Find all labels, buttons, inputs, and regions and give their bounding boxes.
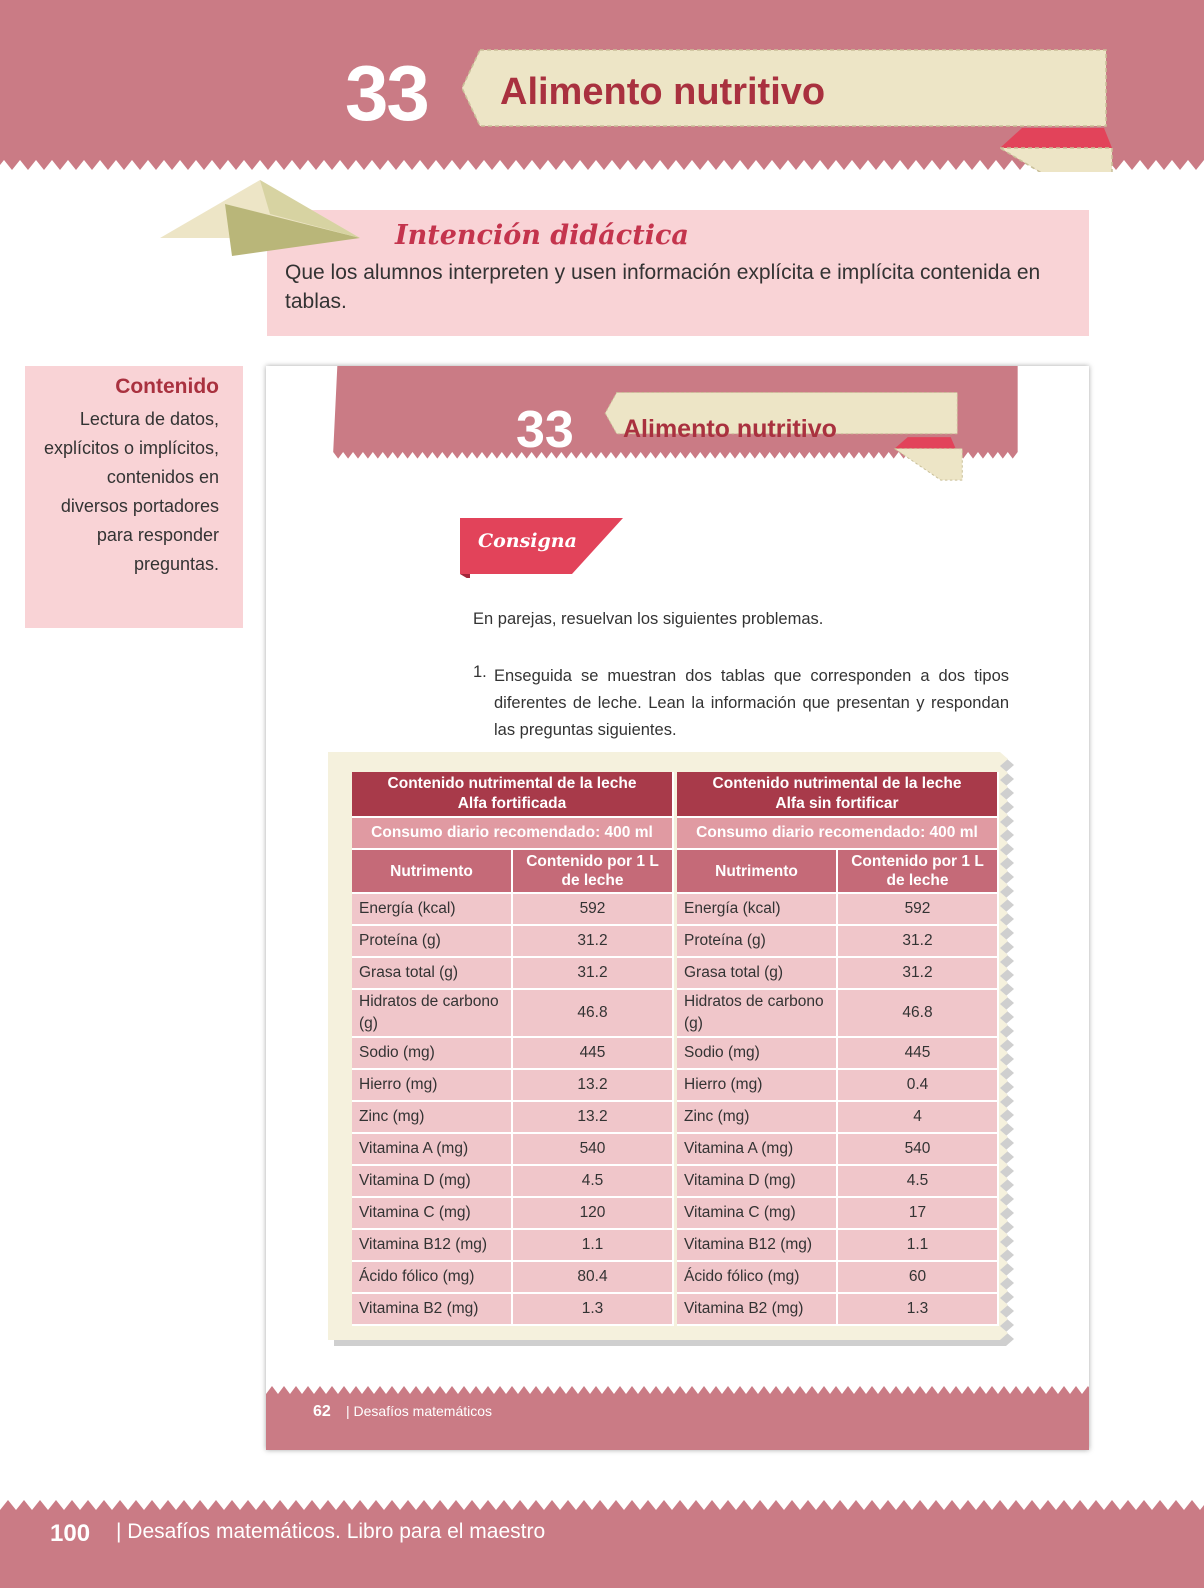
value-cell: 592	[838, 894, 999, 926]
value-cell: 540	[513, 1134, 674, 1166]
nutrient-cell: Grasa total (g)	[352, 958, 513, 990]
table-title-line1: Contenido nutrimental de la leche	[387, 775, 637, 792]
paper-plane-icon	[160, 180, 365, 260]
value-cell: 0.4	[838, 1070, 999, 1102]
consigna-label: Consigna	[478, 530, 577, 552]
question-text: Enseguida se muestran dos tablas que corresponden a dos tipos diferentes de leche. Lean la información que presentan y respondan las preguntas siguientes.	[494, 667, 1009, 739]
table-row	[352, 1134, 674, 1166]
value-cell: 46.8	[513, 990, 674, 1038]
table-row	[677, 1198, 999, 1230]
table-row	[352, 1262, 674, 1294]
value-cell: 17	[838, 1198, 999, 1230]
content-text: Lectura de datos, explícitos o implícitos, contenidos en diversos portadores para responder preguntas.	[43, 409, 219, 574]
column-header-nutrient: Nutrimento	[352, 850, 513, 894]
value-cell: 445	[513, 1038, 674, 1070]
content-title: Contenido	[115, 375, 219, 398]
student-book-title: | Desafíos matemáticos	[346, 1403, 493, 1419]
nutrition-table-unfortified	[677, 772, 999, 1326]
intention-text: Que los alumnos interpreten y usen información explícita e implícita contenida en tablas.	[285, 261, 1041, 313]
value-cell: 46.8	[838, 990, 999, 1038]
value-cell: 1.1	[838, 1230, 999, 1262]
table-row	[352, 1102, 674, 1134]
value-cell: 13.2	[513, 1070, 674, 1102]
table-row	[677, 1038, 999, 1070]
footer-page-number: 100	[50, 1520, 91, 1547]
nutrient-cell: Hidratos de carbono (g)	[352, 990, 513, 1038]
intention-heading: Intención didáctica	[395, 220, 689, 251]
table-row	[352, 958, 674, 990]
table-row	[677, 1134, 999, 1166]
table-row	[677, 1294, 999, 1326]
value-cell: 4.5	[513, 1166, 674, 1198]
nutrient-cell: Proteína (g)	[677, 926, 838, 958]
nutrient-cell: Hierro (mg)	[677, 1070, 838, 1102]
nutrient-cell: Vitamina A (mg)	[352, 1134, 513, 1166]
column-header-nutrient: Nutrimento	[677, 850, 838, 894]
instruction-text: En parejas, resuelvan los siguientes problemas.	[473, 610, 824, 628]
value-cell: 1.3	[513, 1294, 674, 1326]
student-lesson-title: Alimento nutritivo	[623, 415, 837, 443]
table-row	[352, 1294, 674, 1326]
table-row	[677, 1230, 999, 1262]
table-row	[677, 958, 999, 990]
table-row	[677, 1070, 999, 1102]
nutrient-cell: Vitamina D (mg)	[677, 1166, 838, 1198]
student-page-number: 62	[313, 1403, 331, 1420]
nutrient-cell: Energía (kcal)	[352, 894, 513, 926]
nutrient-cell: Vitamina B12 (mg)	[352, 1230, 513, 1262]
table-row	[352, 1198, 674, 1230]
table-row	[352, 1230, 674, 1262]
lesson-title: Alimento nutritivo	[500, 71, 826, 113]
column-header-content: Contenido por 1 L de leche	[838, 850, 999, 894]
nutrition-table-fortified	[352, 772, 674, 1326]
value-cell: 4.5	[838, 1166, 999, 1198]
table-row	[677, 990, 999, 1038]
nutrient-cell: Ácido fólico (mg)	[352, 1262, 513, 1294]
student-book-title-text: Desafíos matemáticos	[353, 1403, 493, 1419]
table-title-line2: Alfa fortificada	[457, 795, 567, 812]
table-title-line1: Contenido nutrimental de la leche	[712, 775, 962, 792]
value-cell: 445	[838, 1038, 999, 1070]
table-row	[352, 1070, 674, 1102]
student-lesson-number: 33	[516, 401, 574, 459]
table-row	[677, 894, 999, 926]
value-cell: 592	[513, 894, 674, 926]
table-title	[677, 772, 999, 818]
value-cell: 120	[513, 1198, 674, 1230]
table-row	[677, 926, 999, 958]
question-number: 1.	[473, 663, 487, 681]
table-row	[352, 990, 674, 1038]
nutrient-cell: Sodio (mg)	[677, 1038, 838, 1070]
column-header-content: Contenido por 1 L de leche	[513, 850, 674, 894]
value-cell: 31.2	[838, 926, 999, 958]
value-cell: 80.4	[513, 1262, 674, 1294]
footer-book-title-text: Desafíos matemáticos. Libro para el maestro	[127, 1520, 546, 1543]
nutrient-cell: Vitamina B12 (mg)	[677, 1230, 838, 1262]
nutrient-cell: Zinc (mg)	[352, 1102, 513, 1134]
nutrient-cell: Vitamina C (mg)	[352, 1198, 513, 1230]
value-cell: 13.2	[513, 1102, 674, 1134]
table-consumption: Consumo diario recomendado: 400 ml	[352, 818, 674, 850]
table-row	[352, 894, 674, 926]
table-row	[677, 1102, 999, 1134]
value-cell: 31.2	[838, 958, 999, 990]
value-cell: 31.2	[513, 926, 674, 958]
table-title	[352, 772, 674, 818]
table-row	[677, 1262, 999, 1294]
nutrient-cell: Vitamina B2 (mg)	[352, 1294, 513, 1326]
value-cell: 60	[838, 1262, 999, 1294]
nutrient-cell: Vitamina A (mg)	[677, 1134, 838, 1166]
value-cell: 4	[838, 1102, 999, 1134]
nutrient-cell: Grasa total (g)	[677, 958, 838, 990]
nutrient-cell: Vitamina B2 (mg)	[677, 1294, 838, 1326]
footer-book-title: | Desafíos matemáticos. Libro para el maestro	[116, 1520, 546, 1543]
nutrient-cell: Proteína (g)	[352, 926, 513, 958]
table-title-line2: Alfa sin fortificar	[775, 795, 899, 812]
nutrient-cell: Vitamina C (mg)	[677, 1198, 838, 1230]
table-consumption: Consumo diario recomendado: 400 ml	[677, 818, 999, 850]
value-cell: 540	[838, 1134, 999, 1166]
nutrient-cell: Zinc (mg)	[677, 1102, 838, 1134]
nutrient-cell: Hidratos de carbono (g)	[677, 990, 838, 1038]
lesson-number: 33	[345, 49, 428, 137]
nutrient-cell: Ácido fólico (mg)	[677, 1262, 838, 1294]
table-row	[352, 1166, 674, 1198]
nutrient-cell: Sodio (mg)	[352, 1038, 513, 1070]
value-cell: 31.2	[513, 958, 674, 990]
value-cell: 1.1	[513, 1230, 674, 1262]
nutrient-cell: Energía (kcal)	[677, 894, 838, 926]
table-row	[677, 1166, 999, 1198]
nutrient-cell: Hierro (mg)	[352, 1070, 513, 1102]
table-row	[352, 926, 674, 958]
nutrient-cell: Vitamina D (mg)	[352, 1166, 513, 1198]
table-row	[352, 1038, 674, 1070]
value-cell: 1.3	[838, 1294, 999, 1326]
